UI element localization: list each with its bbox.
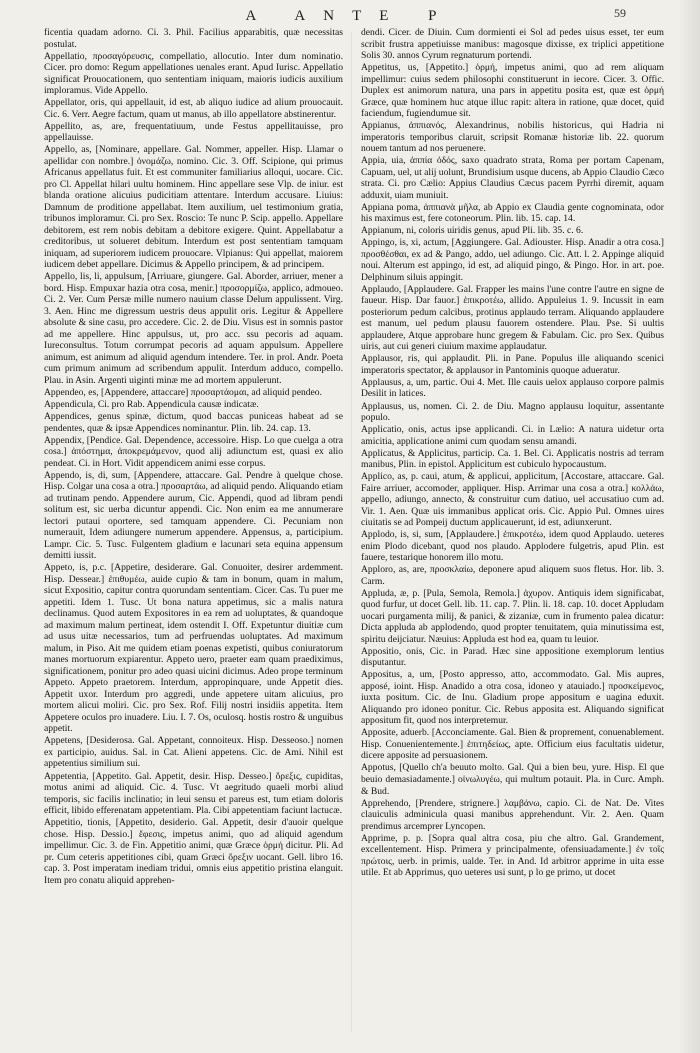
entry-applaudo: Applaudo, [Applaudere. Gal. Frapper les mains l'une contre l'autre en signe de faueur. Hisp. Dar fauor.] ἐπικροτέω, allido. Appuleius 1. 9. Incussit in eam posteriorum pedum calcibus, protinus applaudo terram. Aliquando applaudere est manum, uel pedum plausu fauorem ostendere. Plau. Pse. Si uultis applaudere, Atque approbare hunc gregem & Fabulam. Cic. pro Sex. Quibus uiris, aut cui generi ciuium maxime applaudatur.: [361, 283, 664, 353]
right-column: [361, 27, 664, 1037]
entry-applico: Applico, as, p. caui, atum, & applicui, applicitum, [Accostare, attaccare. Gal. Faire arriuer, accomoder, appliquer. Hisp. Arrimar una cosa a otra.] κολλάω, appello, adiungo, annecto, & construitur cum datiuo, uel accusatiuo cum ad. Vir. 1. Aen. Quæ uis immanibus applicat oris. Cic. Appio Pul. Omnes uires ciuitatis se ad Pompeij ductum applicauerunt, id est, adiunxerunt.: [361, 471, 664, 529]
entry-appositus: Appositus, a, um, [Posto appresso, atto, accommodato. Gal. Mis aupres, apposé, ioint. Hisp. Anadido a otra cosa, idoneo y atauiado.] προσκείμενος, iuxta positum. Cic. de Inu. Gladium prope appositum e uagina eduxit. Aliquando pro idoneo ponitur. Cic. Rebus apposita est. Aliquando significat appositum fit, quod nos interpretemur.: [361, 669, 664, 727]
entry-appotus: Appotus, [Quello ch'a beuuto molto. Gal. Qui a bien beu, yure. Hisp. El que beuio demasiadamente.] οἰνωλυγέω, qui multum potauit. Pla. in Curc. Amph. & Bud.: [361, 762, 664, 797]
entry-appianus: Appianus, ἀππιανός, Alexandrinus, nobilis historicus, qui Hadria ni imperatoris temporibus claruit, scripsit Romanæ historiæ lib. 22. quorum nouem tantum ad nos peruenere.: [361, 120, 664, 155]
entry-applicatio: Applicatio, onis, actus ipse applicandi. Ci. in Lælio: A natura uidetur orta amicitia, applicatione animi cum quodam sensu amandi.: [361, 424, 664, 447]
entry-applicatus: Applicatus, & Applicitus, particip. Ca. 1. Bel. Ci. Applicatis nostris ad terram manibus, Plin. in epistol. Applicitum est cubiculo hypocaustum.: [361, 447, 664, 471]
page-number: 59: [614, 6, 626, 20]
entry-appello-is: Appello, lis, li, appulsum, [Arriuare, giungere. Gal. Aborder, arriuer, mener a bord. Hisp. Empuxar hazia otra cosa, menir.] προσορμίζω, applico, admoueo. Ci. 2. Ver. Cum Persæ mille numero nauium classe Delum appulissent. Virg. 3. Aen. Hinc me digressum uestris deus appulit oris. Legitur & Appellere absolute & sine casu, pro accedere. Cic. 2. de Diu. Visus est in somnis pastor ad me appellere. Hinc appulsus, ut, pro acc. ssu pecoris ad aquam. Iureconsultus. Totum corrumpat pecoris ad aquam appulsum. Appellere animum, est animum ad aliquid agendum intendere. Ter. in prol. Andr. Poeta cum primum animum ad scribendum appulit. Interdum adduco, compello. Plau. in Asin. Argenti uiginti minæ me ad mortem appulerunt.: [44, 271, 343, 386]
entry-applausus-nomen: Applausus, us, nomen. Ci. 2. de Diu. Magno applausu loquitur, assentante populo.: [361, 400, 664, 424]
entry-appendix: Appendix, [Pendice. Gal. Dependence, accessoire. Hisp. Lo que cuelga a otra cosa.] ἀπόστημα, ἀποκρεμάμενον, quod alij adiunctum est, quasi ex alio pendeat. Ci. in Hort. Vidit appendicem animi esse corpus.: [44, 434, 343, 469]
entry-apploro: Apploro, as, are, προσκλαίω, deponere apud aliquem suos fletus. Hor. lib. 3. Carm.: [361, 564, 664, 587]
entry-appendicula: Appendicula, Ci. pro Rab. Appendicula causæ indicatæ.: [44, 399, 259, 410]
entry-apposite: Apposite, aduerb. [Acconciamente. Gal. Bien & proprement, conuenablement. Hisp. Conuenientemente.] ἐπιτηδείως, apte. Officium eius facultatis uidetur, dicere apposite ad persuasionem.: [361, 727, 664, 762]
entry-appellator: Appellator, oris, qui appellauit, id est, ab aliquo iudice ad alium prouocauit. Cic. 6. Verr. Aegre factum, quam ut manus, ab illo appellatore abstinerentur.: [44, 97, 343, 120]
page-edge-shadow: [678, 0, 700, 1053]
entry-appiana-poma: Appiana poma, ἀππιανὰ μῆλα, ab Appio ex Claudia gente cognominata, odor his maximus est, fere cotoneorum. Plin. lib. 15. cap. 14.: [361, 201, 664, 225]
entry-text: ficentia quadam adorno. Ci. 3. Phil. Facilius apparabitis, quæ necessitas postulat.: [44, 27, 343, 50]
entry-appianum: Appianum, ni, coloris uiridis genus, apud Pli. lib. 35. c. 6.: [361, 225, 584, 237]
left-column: [44, 27, 343, 1037]
entry-appetitus: Appetitus, us, [Appetito.] ὁρμή, impetus animi, quo ad rem aliquam impellimur: cuius sedem philosophi constituerunt in iecore. Cicer. 3. Offic. Duplex est animorum natura, una pars in appetitu posita est, quæ est ὁρμή Græce, quæ hominem huc atque illuc rapit: altera in ratione, quæ docet, quid faciendum, fugiendumue sit.: [361, 62, 664, 120]
column-gutter: [351, 32, 352, 1032]
entry-apprime: Apprime, p. p. [Sopra qual altra cosa, piu che altro. Gal. Grandement, excellentement. Hisp. Primera y principalmente, ofensiuadamente.] ἐν τοῖς πρώτοις, uerb. in primis, ualde. Ter. in And. Id arbitror apprime in uita esse utile. Et ab Apprimus, quo ueteres usi sunt, p lo ge primo, ut docet: [361, 832, 664, 879]
entry-apprehendo: Apprehendo, [Prendere, strignere.] λαμβάνω, capio. Ci. de Nat. De. Vites clauiculis adminicula quasi manibus apprehendunt. Vir. 2. Aen. Quam prendimus arcemprer Lyncopen.: [361, 797, 664, 832]
entry-appello-as: Appello, as, [Nominare, appellare. Gal. Nommer, appeller. Hisp. Llamar o apellidar con nombre.] ὀνομάζω, nomino. Cic. 3. Off. Scipione, qui primus Africanus appellatus fuit. Et est communiter familiarius alloqui, uocare. Cic. pro Cl. Appellat hilari uultu hominem. Hinc appellare sese Vlp. de iniur. est blanda oratione alicuius pudicitiam attentare. Interdum accusare. Liuius: Damnum de proditione appellabat. Item auxilium, uel testimonium gratia, tribunos imploramur. Ci. pro Sex. Roscio: Te nunc P. Scip. appello. Appellare debitorem, est rem nobis debitam a debitore exigere. Quint. Appellabatur a creditoribus, ut solueret debitum. Interdum est post sententiam tamquam iniquam, ad superiorem iudicem prouocare. Vlpianus: Qui appellat, maiorem iudicem debet appellare. Dicimus & Appello principem, & ad principem.: [44, 144, 343, 271]
entry-appia: Appia, uia, ἀππία ὁδός, saxo quadrato strata, Roma per portam Capenam, Capuam, uel, ut alij uolunt, Brundisium usque ducens, ab Appio Claudio Cæco strata. Ci. pro Cælio: Appius Claudius Cæcus pacem Pyrrhi diremit, aquam adduxit, uiam muniuit.: [361, 155, 664, 201]
entry-appositio: Appositio, onis, Cic. in Parad. Hæc sine appositione exemplorum lentius disputantur.: [361, 645, 664, 669]
entry-appellatio: Appellatio, προσαγόρευσις, compellatio, allocutio. Inter dum nominatio. Cicer. pro domo: Regum appellationes uenales erant. Apud Iurisc. Appellatio significat Prouocationem, quo sententiam iniquam, maioris iudicis auxilium imploramus. Vide Appello.: [44, 50, 343, 97]
entry-applausus-partic: Applausus, a, um, partic. Oui 4. Met. Ille cauis uelox applauso corpore palmis Desilit in latices.: [361, 376, 664, 400]
entry-text: dendi. Cicer. de Diuin. Cum dormienti ei Sol ad pedes uisus esset, ter eum scribit frustra appetiuisse manibus: magosque dixisse, ex triplici appetitione Solis 30. annos Cyrum regnaturum portendi.: [361, 27, 664, 62]
entry-appetens: Appetens, [Desiderosa. Gal. Appetant, connoiteux. Hisp. Desseoso.] nomen ex participio, auidus. Sal. in Cat. Alieni appetens. Cic. de Ami. Nihil est appetentius similium sui.: [44, 735, 343, 770]
entry-appendeo: Appendeo, es, [Appendere, attaccare] προσαρτάομαι, ad aliquid pendeo.: [44, 386, 322, 398]
entry-appendo: Appendo, is, di, sum, [Appendere, attaccare. Gal. Pendre à quelque chose. Hisp. Colgar una cosa a otra.] προσαρτάω, ad aliquid pendo. Aliquando etiam ad trutinam pendo. Appendere aurum, Cic. Appendi, quod ad libram pendi solitum est, sic uerba dicuntur appendi. Cic. Non enim ea me annumerare lectori putaui oportere, sed tamquam appendere. Ci. Pecuniam non numerauit, Idem adiungere numerum appendere. Appensus, a, participium. Lampr. Cic. 5. Tusc. Fulgentem gladium e lacunari seta equina appensum demitti iussit.: [44, 469, 343, 562]
entry-appluda: Appluda, æ, p. [Pula, Semola, Remola.] ἀχυρον. Antiquis idem significabat, quod furfur, ut docet Gell. lib. 11. cap. 7. Plin. li. 18. cap. 10. docet Appludam uocari purgamenta milij, & panici, & zizaniæ, cum in frumento palea dicatur: Dicta appluda ab applodendo, quod propter tenuitatem, quia minutissima est, spiritu deijciatur. Næuius: Appluda est hod ea, quam tu leuior.: [361, 587, 664, 645]
running-head: A ANTE P: [245, 8, 455, 24]
entry-applausor: Applausor, ris, qui applaudit. Pli. in Pane. Populus ille aliquando scenici imperatoris spectator, & applausor in Pantominis quoque adueratur.: [361, 353, 664, 376]
entry-appetentia: Appetentia, [Appetito. Gal. Appetit, desir. Hisp. Desseo.] ὄρεξις, cupiditas, motus animi ad aliquid. Cic. 4. Tusc. Vt aegritudo quaeli morbi aliud temporis, sic facilis inclinatio; in leui sensu et pareus est, tum etiam doloris efficit, libido efferenatam appetentiam. Pla. Cibi appetentiam faciunt lactucæ.: [44, 770, 343, 817]
entry-applodo: Applodo, is, si, sum, [Applaudere.] ἐπικροτέω, idem quod Applaudo. ueteres enim Plodo dicebant, quod nos plaudo. Applodere fulgetris, apud Plin. est fauere, testarique honorem illo motu.: [361, 529, 664, 564]
entry-appeto: Appeto, is, p.c. [Appetire, desiderare. Gal. Conuoiter, desirer ardemment. Hisp. Dessear.] ἐπιθυμέω, auide cupio & tam in bonum, quam in malum, sicut Expositio, capitur contra quorundam sententiam. Cicer. Cas. Tu puer me appetiti. Idem 1. Tusc. Ut bona natura appetimus, sic a malis natura declinamus. Quod autem Expositores in ea rem ad uoluptates, & quandoque ad maximum malum pertineat, idem ostendit I. Off. Expetuntur diuitiæ cum ad usus uitæ necessarios, tum ad perfruendas uoluptates. Ad maximum malum, in Piso. Ait me quidem etiam poenas expetisti, quibus coniuratorum manes mortuorum expiarentur. Appeto uero, praeter eam quam praediximus, significationem, ponitur pro adeo quasi uicini dicimus. Adeo prope terminum Appeto. Appeto praetorem. Interdum, appropinquare, unde Appetit dies. Appetit uxor. Interdum pro aggredi, unde appetere uitam alicuius, pro mortem alicui moliri. Cic. pro Sex. Rof. Filij nostri insidiis appetita. Item Appetere oculos pro inuadere. Liu. I. 7. Os, oculosq. hostis rostro & unguibus appetit.: [44, 562, 343, 735]
entry-appetitio: Appetitio, tionis, [Appetito, desiderio. Gal. Appetit, desir d'auoir quelque chose. Hisp. Dessio.] ἔφεσις, impetus animi, quo ad aliquid agendum impellimur. Cic. 3. de Fin. Appetitio animi, quæ Græce ὁρμή dicitur. Pli. Ad pr. Cum ceteris appetitiones cibi, quam Græci ὄρεξιν uocant. Gell. libro 16. cap. 3. Post imperatam inediam tridui, omnis eius appetitio pristina elanguit. Item pro conatu aliquid apprehen-: [44, 817, 343, 886]
entry-appingo: Appingo, is, xi, actum, [Aggiungere. Gal. Adiouster. Hisp. Anadir a otra cosa.] προσθέσθαι, ex ad & Pango, addo, uel adiungo. Cic. Att. l. 2. Appinge aliquid noui. Alterum est appingo, id est, ad aliquid pingo, & Pingo. Hor. in art. poe. Delphinum siluis appingit.: [361, 237, 664, 283]
entry-appellito: Appellito, as, are, frequentatiuum, unde Festus appellitauisse, pro appellauisse.: [44, 120, 343, 144]
entry-appendices: Appendices, genus spinæ, dictum, quod baccas puniceas habeat ad se pendentes, quæ & ipsæ Appendices nominantur. Plin. lib. 24. cap. 13.: [44, 411, 343, 434]
